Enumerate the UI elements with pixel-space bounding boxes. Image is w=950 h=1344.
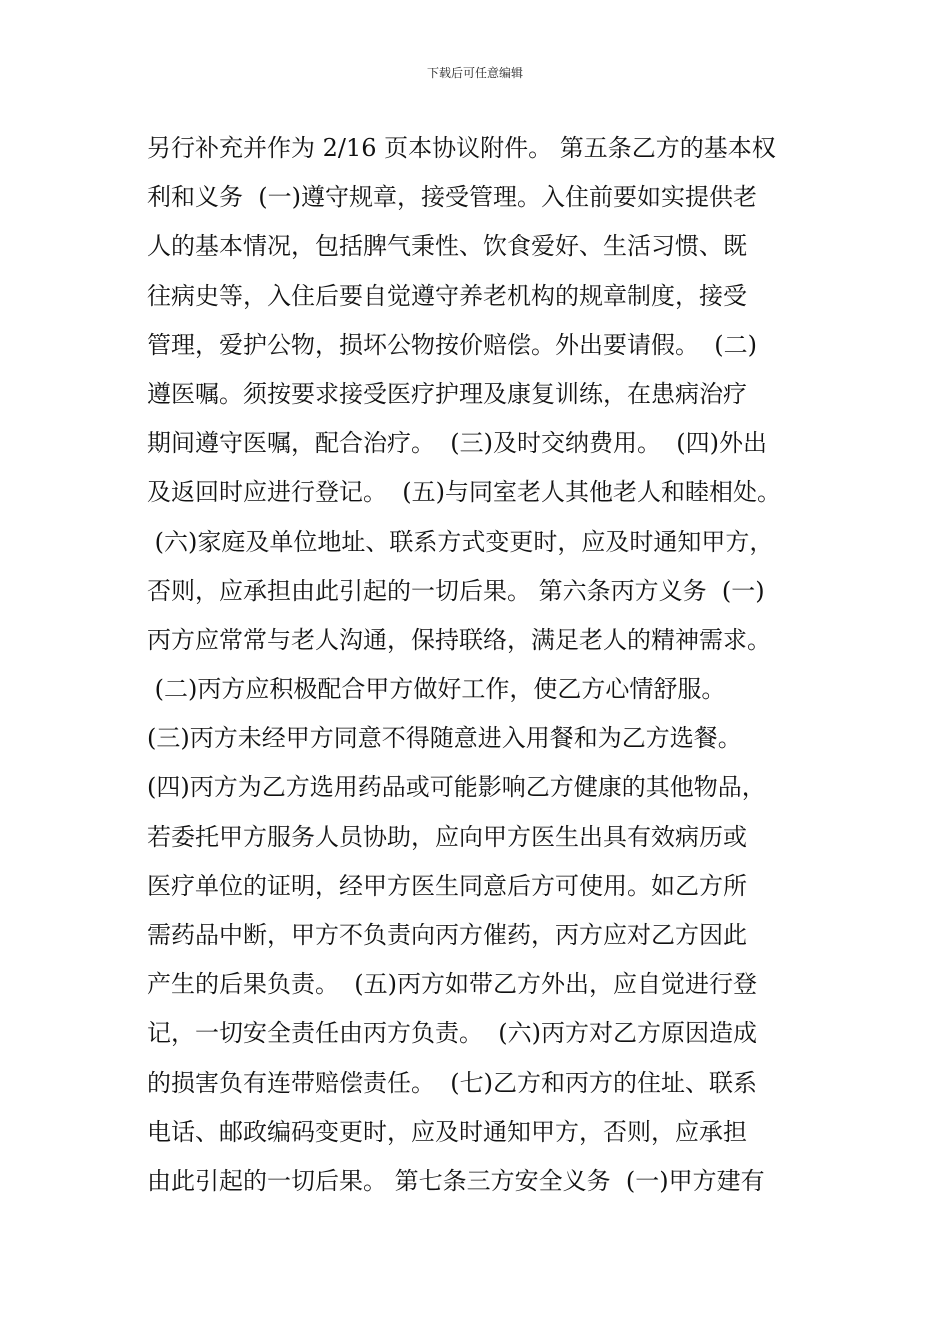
text-line: 医疗单位的证明，经甲方医生同意后方可使用。如乙方所 xyxy=(147,871,747,900)
text-line: 记，一切安全责任由丙方负责。 (六)丙方对乙方原因造成 xyxy=(147,1019,757,1048)
text-line: (四)丙方为乙方选用药品或可能影响乙方健康的其他物品， xyxy=(147,773,766,802)
text-line: 人的基本情况，包括脾气秉性、饮食爱好、生活习惯、既 xyxy=(147,232,747,261)
text-line: 往病史等，入住后要自觉遵守养老机构的规章制度，接受 xyxy=(147,281,747,310)
page-header: 下载后可任意编辑 xyxy=(426,66,523,80)
text-line: 及返回时应进行登记。 (五)与同室老人其他老人和睦相处。 xyxy=(147,478,781,507)
text-line: (二)丙方应积极配合甲方做好工作，使乙方心情舒服。 xyxy=(147,675,726,704)
body-text xyxy=(147,128,807,1210)
text-line: 需药品中断，甲方不负责向丙方催药，丙方应对乙方因此 xyxy=(147,921,747,949)
text-line: 产生的后果负责。 (五)丙方如带乙方外出，应自觉进行登 xyxy=(147,970,757,999)
text-line: (六)家庭及单位地址、联系方式变更时，应及时通知甲方， xyxy=(147,527,774,556)
text-line: 管理，爱护公物，损坏公物按价赔偿。外出要请假。 (二) xyxy=(147,330,757,359)
text-line: 由此引起的一切后果。 第七条三方安全义务 (一)甲方建有 xyxy=(147,1166,765,1195)
text-line: 电话、邮政编码变更时，应及时通知甲方，否则，应承担 xyxy=(147,1117,747,1146)
text-line: 遵医嘱。须按要求接受医疗护理及康复训练，在患病治疗 xyxy=(147,379,747,408)
text-line: 若委托甲方服务人员协助，应向甲方医生出具有效病历或 xyxy=(147,822,747,851)
text-line: 另行补充并作为 2/16 页本协议附件。 第五条乙方的基本权 xyxy=(147,134,776,162)
text-line: 的损害负有连带赔偿责任。 (七)乙方和丙方的住址、联系 xyxy=(147,1068,757,1097)
text-line: 否则，应承担由此引起的一切后果。 第六条丙方义务 (一) xyxy=(147,576,765,605)
text-line: 期间遵守医嘱，配合治疗。 (三)及时交纳费用。 (四)外出 xyxy=(147,429,767,458)
text-line: 丙方应常常与老人沟通，保持联络，满足老人的精神需求。 xyxy=(147,625,771,654)
text-line: 利和义务 (一)遵守规章，接受管理。入住前要如实提供老 xyxy=(147,183,757,212)
text-line: (三)丙方未经甲方同意不得随意进入用餐和为乙方选餐。 xyxy=(147,724,742,753)
